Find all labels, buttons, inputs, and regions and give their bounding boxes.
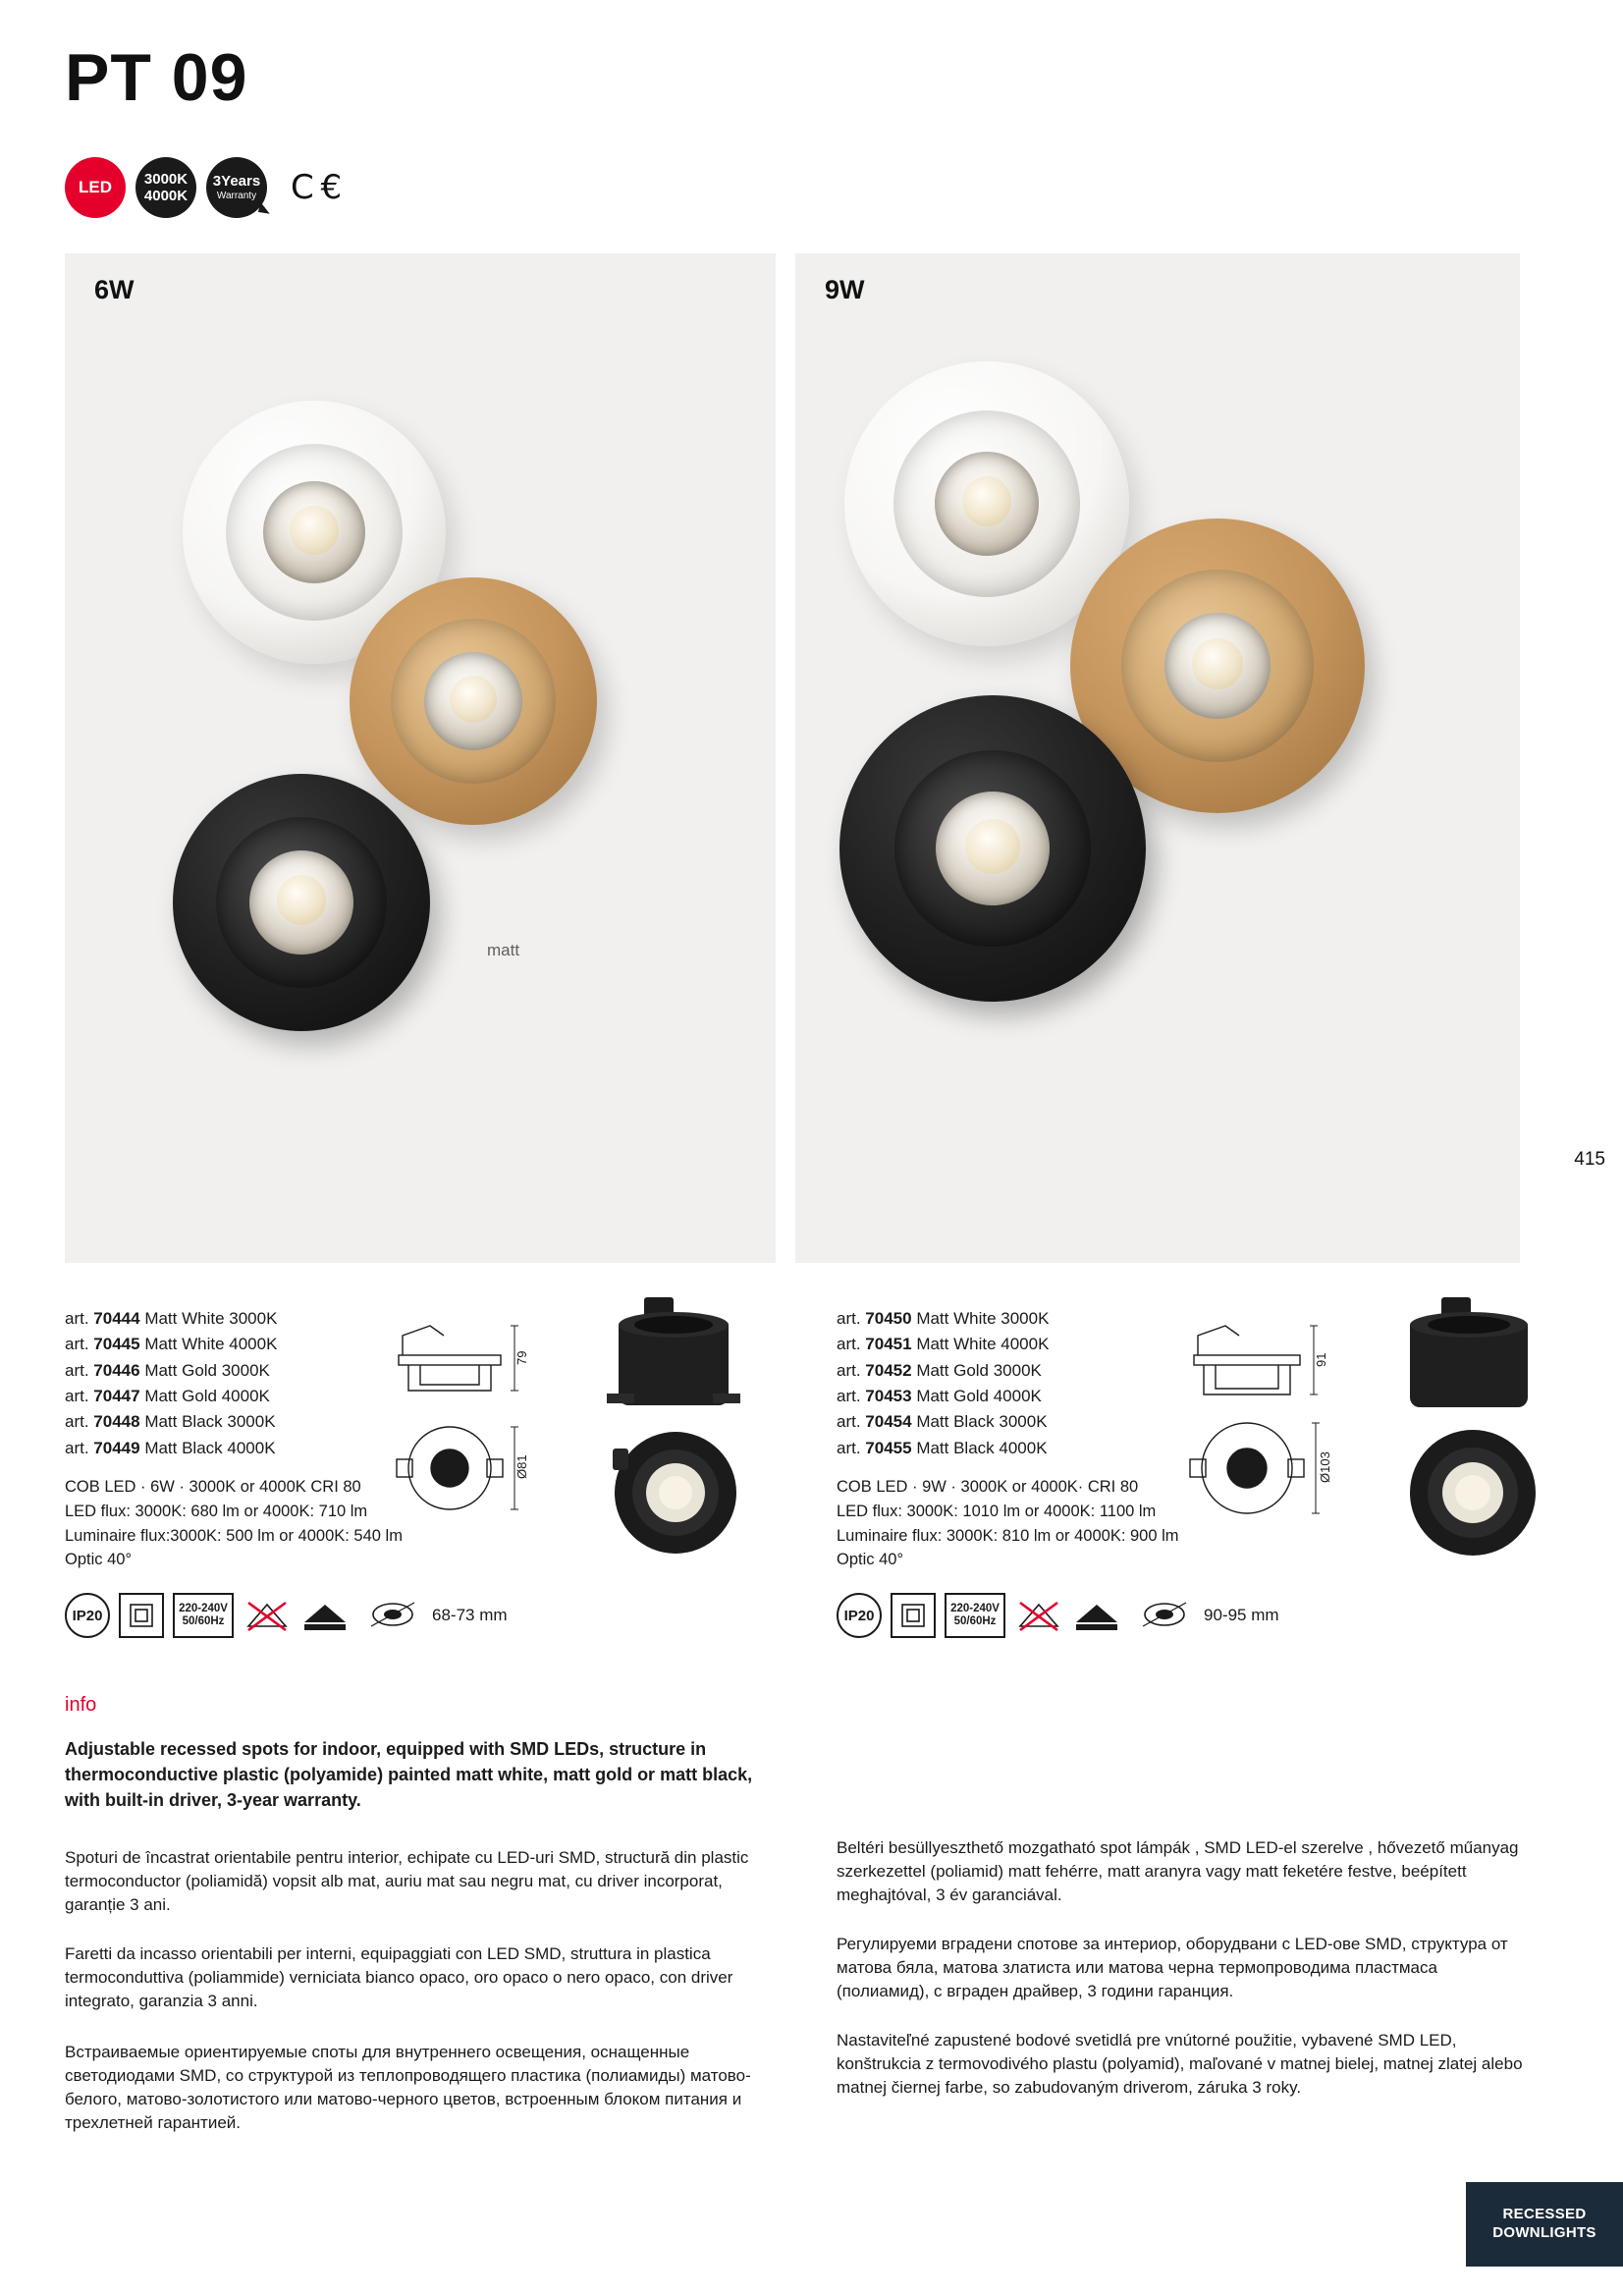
page-number: 415 bbox=[1574, 1149, 1605, 1170]
product-photo-small-9w bbox=[1382, 1291, 1569, 1571]
svg-text:79: 79 bbox=[514, 1350, 529, 1365]
art-prefix: art. bbox=[65, 1438, 89, 1457]
art-prefix: art. bbox=[837, 1438, 861, 1457]
art-prefix: art. bbox=[837, 1387, 861, 1406]
pictogram-row-6w bbox=[65, 1593, 508, 1638]
spec-block-6w bbox=[65, 1306, 418, 1572]
panel-label-6w: 6W bbox=[94, 275, 135, 304]
tech-line: Luminaire flux: 3000K: 810 lm or 4000K: 900 lm bbox=[837, 1526, 1179, 1545]
art-prefix: art. bbox=[837, 1360, 861, 1380]
art-code: 70453 bbox=[865, 1387, 912, 1406]
warranty-badge-line1: 3Years bbox=[212, 173, 261, 191]
warranty-badge bbox=[206, 157, 267, 218]
info-paragraph-ru: Встраиваемые ориентируемые споты для внутреннего освещения, оснащенные светодиодами SMD, со структурой из теплопроводящего пластика (полиамиды) матово-белого, матово-золотистого или матово-черного цветов, встроенным блоком питания и трехлетней гарантией. bbox=[65, 2043, 751, 2133]
section-footer-tab bbox=[1466, 2182, 1623, 2267]
panel-label-9w: 9W bbox=[825, 275, 865, 304]
no-cover-icon bbox=[243, 1593, 292, 1638]
tech-line: COB LED · 6W · 3000K or 4000K CRI 80 bbox=[65, 1478, 361, 1497]
art-prefix: art. bbox=[65, 1387, 89, 1406]
art-code: 70455 bbox=[865, 1438, 912, 1457]
art-prefix: art. bbox=[65, 1360, 89, 1380]
product-photo-panel-9w bbox=[795, 253, 1520, 1263]
badge-group bbox=[65, 157, 340, 218]
art-row bbox=[65, 1409, 418, 1435]
technical-drawing-6w bbox=[393, 1296, 589, 1557]
art-desc: Matt White 3000K bbox=[144, 1309, 278, 1328]
art-row bbox=[837, 1358, 1190, 1384]
page-title: PT 09 bbox=[65, 40, 248, 115]
art-row bbox=[65, 1384, 418, 1409]
art-desc: Matt White 4000K bbox=[916, 1335, 1050, 1354]
svg-text:91: 91 bbox=[1314, 1352, 1328, 1367]
art-code: 70444 bbox=[93, 1309, 140, 1328]
pictogram-row-9w bbox=[837, 1593, 1279, 1638]
spot-render-black-9w bbox=[839, 695, 1146, 1002]
art-code: 70450 bbox=[865, 1309, 912, 1328]
art-desc: Matt Black 4000K bbox=[144, 1438, 276, 1457]
voltage-line1: 220-240V bbox=[179, 1602, 228, 1614]
spot-render-black-6w bbox=[173, 774, 430, 1031]
voltage-line1: 220-240V bbox=[950, 1602, 1000, 1614]
art-prefix: art. bbox=[837, 1309, 861, 1328]
matt-label-6w: matt bbox=[487, 941, 520, 959]
kelvin-badge-line1: 3000K bbox=[143, 170, 189, 188]
tech-specs-6w bbox=[65, 1475, 418, 1572]
warranty-badge-line2: Warranty bbox=[216, 190, 257, 201]
info-paragraph-it: Faretti da incasso orientabili per interni, equipaggiati con LED SMD, struttura in plastica termoconduttiva (poliammide) verniciata bianco opaco, oro opaco o nero opaco, con driver integrato, garanzia 3 anni. bbox=[65, 1944, 733, 2011]
art-desc: Matt White 4000K bbox=[144, 1335, 278, 1354]
led-badge: LED bbox=[65, 157, 126, 218]
art-desc: Matt Gold 3000K bbox=[144, 1360, 270, 1380]
cutout-size-9w: 90-95 mm bbox=[1204, 1606, 1279, 1624]
art-prefix: art. bbox=[837, 1335, 861, 1354]
class-ii-icon bbox=[891, 1593, 936, 1638]
art-code: 70448 bbox=[93, 1412, 140, 1432]
tech-line: Optic 40° bbox=[837, 1551, 904, 1569]
tech-line: COB LED · 9W · 3000K or 4000K· CRI 80 bbox=[837, 1478, 1139, 1497]
ce-mark-icon: C € bbox=[291, 168, 341, 207]
art-prefix: art. bbox=[65, 1412, 89, 1432]
footer-line1: RECESSED bbox=[1502, 2206, 1587, 2223]
art-prefix: art. bbox=[837, 1412, 861, 1432]
art-desc: Matt White 3000K bbox=[916, 1309, 1050, 1328]
art-desc: Matt Gold 3000K bbox=[916, 1360, 1042, 1380]
info-paragraph-ro: Spoturi de încastrat orientabile pentru interior, echipate cu LED-uri SMD, structură din plastic termoconductor (poliamidă) vopsit alb mat, auriu mat sau negru mat, cu driver incorporat, garanție 3 ani. bbox=[65, 1848, 749, 1915]
kelvin-badge-line2: 4000K bbox=[143, 188, 189, 204]
art-code: 70454 bbox=[865, 1412, 912, 1432]
info-paragraph-hu: Beltéri besüllyeszthető mozgatható spot lámpák , SMD LED-el szerelve , hővezető műanyag szerkezettel (poliamid) matt fehérre, matt aranyra vagy matt feketére festve, beépített meghajtóval, 3 év garanciával. bbox=[837, 1838, 1519, 1905]
art-row bbox=[837, 1306, 1190, 1332]
art-desc: Matt Black 3000K bbox=[916, 1412, 1048, 1432]
art-desc: Matt Gold 4000K bbox=[916, 1387, 1042, 1406]
voltage-line2: 50/60Hz bbox=[953, 1615, 997, 1627]
art-code: 70446 bbox=[93, 1360, 140, 1380]
info-lead-paragraph: Adjustable recessed spots for indoor, equipped with SMD LEDs, structure in thermoconductive plastic (polyamide) painted matt white, matt gold or matt black, with built-in driver, 3-year warranty. bbox=[65, 1739, 753, 1811]
footer-line2: DOWNLIGHTS bbox=[1492, 2224, 1596, 2241]
cutout-icon bbox=[368, 1593, 417, 1638]
spot-render-gold-6w bbox=[350, 577, 597, 825]
art-row bbox=[837, 1409, 1190, 1435]
ceiling-icon bbox=[1072, 1593, 1121, 1638]
art-code: 70449 bbox=[93, 1438, 140, 1457]
ip-rating-icon: IP20 bbox=[65, 1593, 110, 1638]
tech-specs-9w bbox=[837, 1475, 1190, 1572]
cutout-icon bbox=[1140, 1593, 1189, 1638]
info-paragraph-sk: Nastaviteľné zapustené bodové svetidlá pre vnútorné použitie, vybavené SMD LED, konštrukcia z termovodivého plastu (polyamid), maľované v matnej bielej, matnej zlatej alebo matnej čiernej farbe, so zabudovaným driverom, záruka 3 roky. bbox=[837, 2031, 1523, 2098]
art-code: 70445 bbox=[93, 1335, 140, 1354]
art-code: 70447 bbox=[93, 1387, 140, 1406]
voltage-icon bbox=[945, 1593, 1005, 1638]
art-prefix: art. bbox=[65, 1335, 89, 1354]
class-ii-icon bbox=[119, 1593, 164, 1638]
tech-line: Optic 40° bbox=[65, 1551, 133, 1569]
art-code: 70452 bbox=[865, 1360, 912, 1380]
art-row bbox=[65, 1332, 418, 1357]
product-photo-panel-6w bbox=[65, 253, 776, 1263]
art-row bbox=[65, 1436, 418, 1461]
ceiling-icon bbox=[300, 1593, 350, 1638]
tech-line: Luminaire flux:3000K: 500 lm or 4000K: 540 lm bbox=[65, 1526, 403, 1545]
no-cover-icon bbox=[1014, 1593, 1063, 1638]
art-row bbox=[65, 1306, 418, 1332]
art-row bbox=[837, 1384, 1190, 1409]
art-prefix: art. bbox=[65, 1309, 89, 1328]
info-heading: info bbox=[65, 1694, 97, 1716]
art-desc: Matt Black 3000K bbox=[144, 1412, 276, 1432]
art-desc: Matt Black 4000K bbox=[916, 1438, 1048, 1457]
svg-text:Ø103: Ø103 bbox=[1318, 1451, 1332, 1483]
spec-block-9w bbox=[837, 1306, 1190, 1572]
art-code: 70451 bbox=[865, 1335, 912, 1354]
product-photo-small-6w bbox=[589, 1291, 776, 1571]
svg-text:Ø81: Ø81 bbox=[514, 1454, 529, 1479]
info-paragraph-bg: Регулируеми вградени спотове за интериор, оборудвани с LED-ове SMD, структура от матова бяла, матова златиста или матова черна термопроводима пластмаса (полиамид), с вграден драйвер, 3 години гаранция. bbox=[837, 1935, 1508, 2001]
cutout-size-6w: 68-73 mm bbox=[432, 1606, 508, 1624]
tech-line: LED flux: 3000K: 1010 lm or 4000K: 1100 lm bbox=[837, 1502, 1157, 1520]
kelvin-badge bbox=[135, 157, 196, 218]
voltage-line2: 50/60Hz bbox=[182, 1615, 225, 1627]
voltage-icon bbox=[173, 1593, 234, 1638]
art-row bbox=[65, 1358, 418, 1384]
technical-drawing-9w bbox=[1188, 1296, 1384, 1557]
ip-rating-icon: IP20 bbox=[837, 1593, 882, 1638]
tech-line: LED flux: 3000K: 680 lm or 4000K: 710 lm bbox=[65, 1502, 368, 1520]
art-desc: Matt Gold 4000K bbox=[144, 1387, 270, 1406]
art-row bbox=[837, 1332, 1190, 1357]
art-row bbox=[837, 1436, 1190, 1461]
